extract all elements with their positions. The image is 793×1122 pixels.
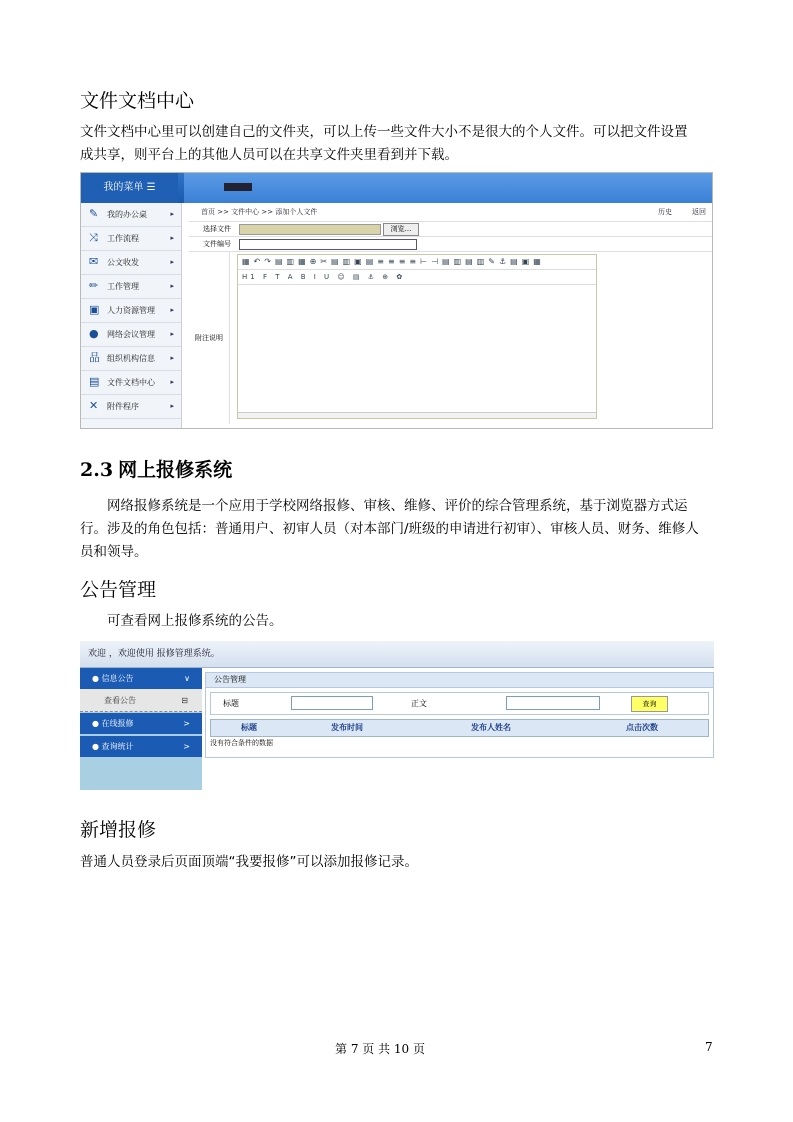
note-label: 附注说明: [189, 252, 230, 424]
paragraph-new-repair: 普通人员登录后页面顶端“我要报修”可以添加报修记录。: [80, 854, 418, 870]
sidebar-item[interactable]: ✏ 工作管理 ▸: [81, 275, 181, 299]
table-header: 标题 发布时间 发布人姓名 点击次数: [210, 719, 709, 737]
topbar: 欢迎 ，欢迎使用 报修管理系统。: [80, 641, 714, 668]
sidebar-item[interactable]: ✎ 我的办公桌 ▸: [81, 203, 181, 227]
file-center-screenshot: [80, 172, 713, 429]
menu-title[interactable]: 我的菜单 ☰: [81, 173, 178, 203]
sidebar-item-stats[interactable]: ● 查询统计 >: [80, 736, 202, 757]
page-footer: 第 7 页 共 10 页: [335, 1042, 425, 1056]
announcement-screenshot: [80, 641, 714, 790]
shuffle-icon: ⤨: [89, 231, 98, 244]
announcement-panel: [205, 672, 714, 758]
sidebar-item-info[interactable]: ● 信息公告 ∨: [80, 668, 202, 689]
sidebar-item[interactable]: 品 组织机构信息 ▸: [81, 347, 181, 371]
header-bar: [184, 173, 712, 203]
sidebar-item[interactable]: ▣ 人力资源管理 ▸: [81, 299, 181, 323]
microphone-icon: ●: [89, 327, 99, 340]
section-heading-announcement: 公告管理: [80, 579, 157, 601]
browse-button[interactable]: 浏览...: [383, 223, 419, 236]
sidebar-item[interactable]: ✉ 公文收发 ▸: [81, 251, 181, 275]
file-row: 选择文件 浏览...: [189, 222, 712, 237]
pencil-icon: ✏: [89, 279, 99, 292]
paragraph-repair-system: 网络报修系统是一个应用于学校网络报修、审核、维修、评价的综合管理系统，基于浏览器方式运 行。涉及的角色包括：普通用户、初审人员（对本部门/班级的申请进行初审）、审核人员、财务、维修人 员和领导。: [80, 498, 699, 560]
mail-icon: ✉: [89, 255, 99, 268]
back-link[interactable]: 返回: [692, 208, 706, 216]
history-link[interactable]: 历史: [658, 208, 672, 216]
editor-resize-handle[interactable]: [238, 412, 596, 418]
breadcrumb: 首页 >> 文件中心 >> 添加个人文件 历史 返回: [189, 203, 712, 222]
search-button[interactable]: 查询: [631, 696, 668, 712]
section-heading-file-center: 文件文档中心: [80, 90, 195, 112]
paragraph-file-center: 文件文档中心里可以创建自己的文件夹，可以上传一些文件大小不是很大的个人文件。可以把文件设置 成共享，则平台上的其他人员可以在共享文件夹里看到并下载。: [80, 124, 688, 163]
editor-toolbar[interactable]: ▦↶↷▤▥▦⊕✂▤▥▣▤≡≡≡≡⊢⊣▤▥▤▥✎⚓▤▣▦: [238, 255, 596, 270]
editor-toolbar-2[interactable]: H1 F T A B I U ☺ ▤ ⚓ ⊕ ✿: [238, 270, 596, 285]
search-form: 标题 正文 查询: [210, 692, 709, 715]
body-input[interactable]: [506, 696, 600, 710]
sidebar: [81, 203, 182, 428]
panel-title: 公告管理: [206, 673, 713, 688]
tools-icon: ✕: [89, 399, 99, 412]
id-card-icon: ▣: [89, 303, 100, 316]
title-input[interactable]: [291, 696, 373, 710]
file-number-row: 文件编号: [189, 237, 712, 252]
sidebar-item[interactable]: ● 网络会议管理 ▸: [81, 323, 181, 347]
document-icon: ▤: [89, 375, 100, 388]
main-panel: [189, 203, 712, 428]
sidebar-item[interactable]: ▤ 文件文档中心 ▸: [81, 371, 181, 395]
file-path-input[interactable]: [239, 224, 381, 235]
file-number-input[interactable]: [239, 239, 417, 250]
org-chart-icon: 品: [89, 351, 100, 364]
section-heading-repair-system: 2.3 网上报修系统: [80, 459, 233, 481]
sidebar-item[interactable]: ⤨ 工作流程 ▸: [81, 227, 181, 251]
table-empty-row: 没有符合条件的数据: [210, 739, 273, 747]
sidebar-item[interactable]: ✕ 附件程序 ▸: [81, 395, 181, 419]
sidebar-subitem-view[interactable]: 查看公告 ⊟: [80, 689, 202, 712]
section-heading-new-repair: 新增报修: [80, 819, 157, 841]
edit-icon: ✎: [89, 207, 99, 220]
paragraph-announcement: 可查看网上报修系统的公告。: [107, 613, 283, 629]
sidebar-item-online-repair[interactable]: ● 在线报修 >: [80, 713, 202, 734]
rich-text-editor[interactable]: [237, 254, 597, 419]
page-number: 7: [705, 1040, 713, 1054]
